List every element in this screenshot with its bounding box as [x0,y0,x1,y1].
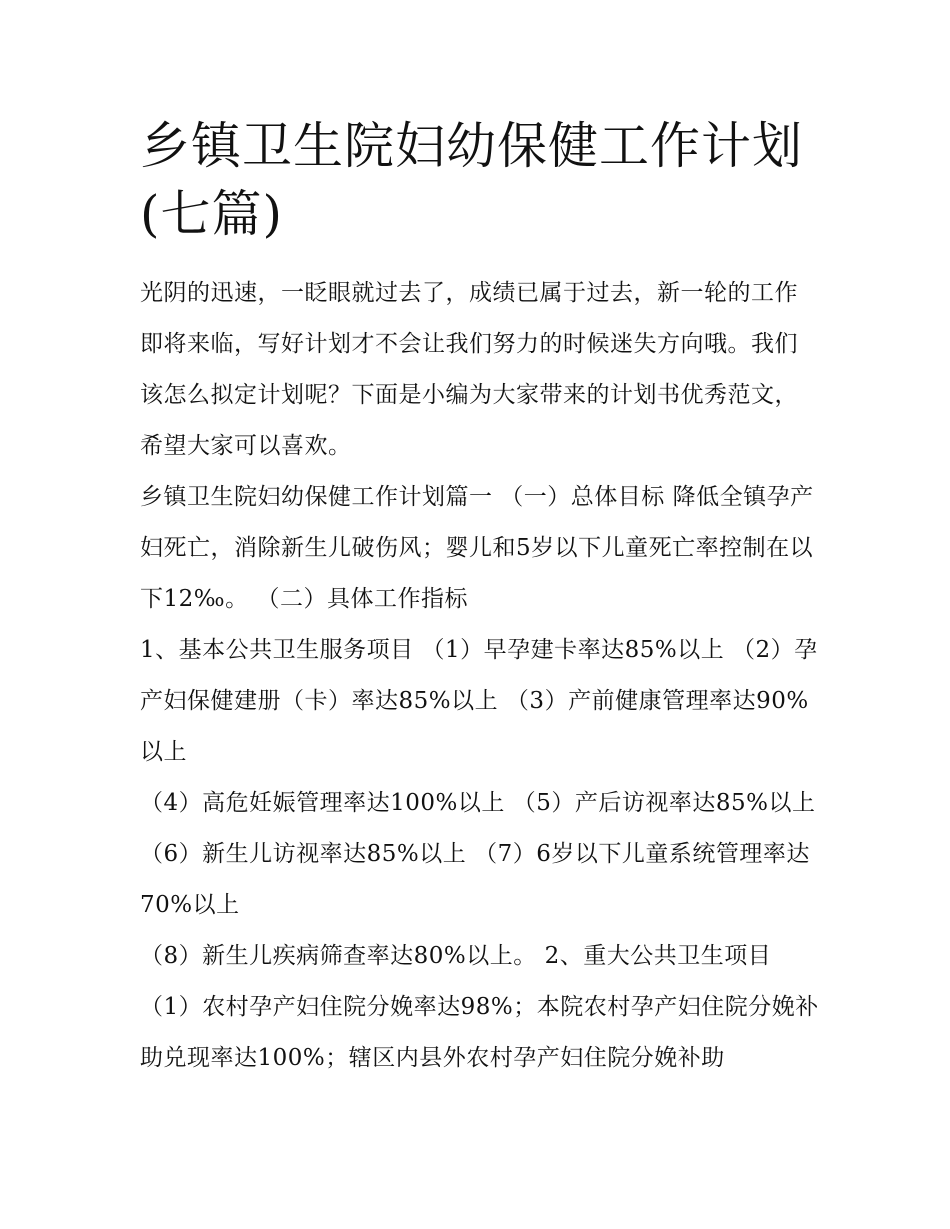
intro-paragraph: 光阴的迅速，一眨眼就过去了，成绩已属于过去，新一轮的工作即将来临，写好计划才不会让我们努力的时候迷失方向哦。我们该怎么拟定计划呢？下面是小编为大家带来的计划书优秀范文，希望大家可以喜欢。 [140,280,798,459]
major-projects-paragraph: （8）新生儿疾病筛查率达80%以上。 2、重大公共卫生项目 （1）农村孕产妇住院分娩率达98%；本院农村孕产妇住院分娩补助兑现率达100%；辖区内县外农村孕产妇住院分娩补助 [140,943,819,1071]
document-title: 乡镇卫生院妇幼保健工作计划(七篇) [140,117,803,243]
section-one-paragraph: 乡镇卫生院妇幼保健工作计划篇一 （一）总体目标 降低全镇孕产妇死亡，消除新生儿破伤风；婴儿和5岁以下儿童死亡率控制在以下12‰。 （二）具体工作指标 [140,484,814,612]
document-page [140,112,820,1084]
basic-services-paragraph: 1、基本公共卫生服务项目 （1）早孕建卡率达85%以上 （2）孕产妇保健建册（卡）率达85%以上 （3）产前健康管理率达90%以上 [140,637,818,765]
indicators-paragraph: （4）高危妊娠管理率达100%以上 （5）产后访视率达85%以上 （6）新生儿访视率达85%以上 （7）6岁以下儿童系统管理率达70%以上 [140,790,816,918]
